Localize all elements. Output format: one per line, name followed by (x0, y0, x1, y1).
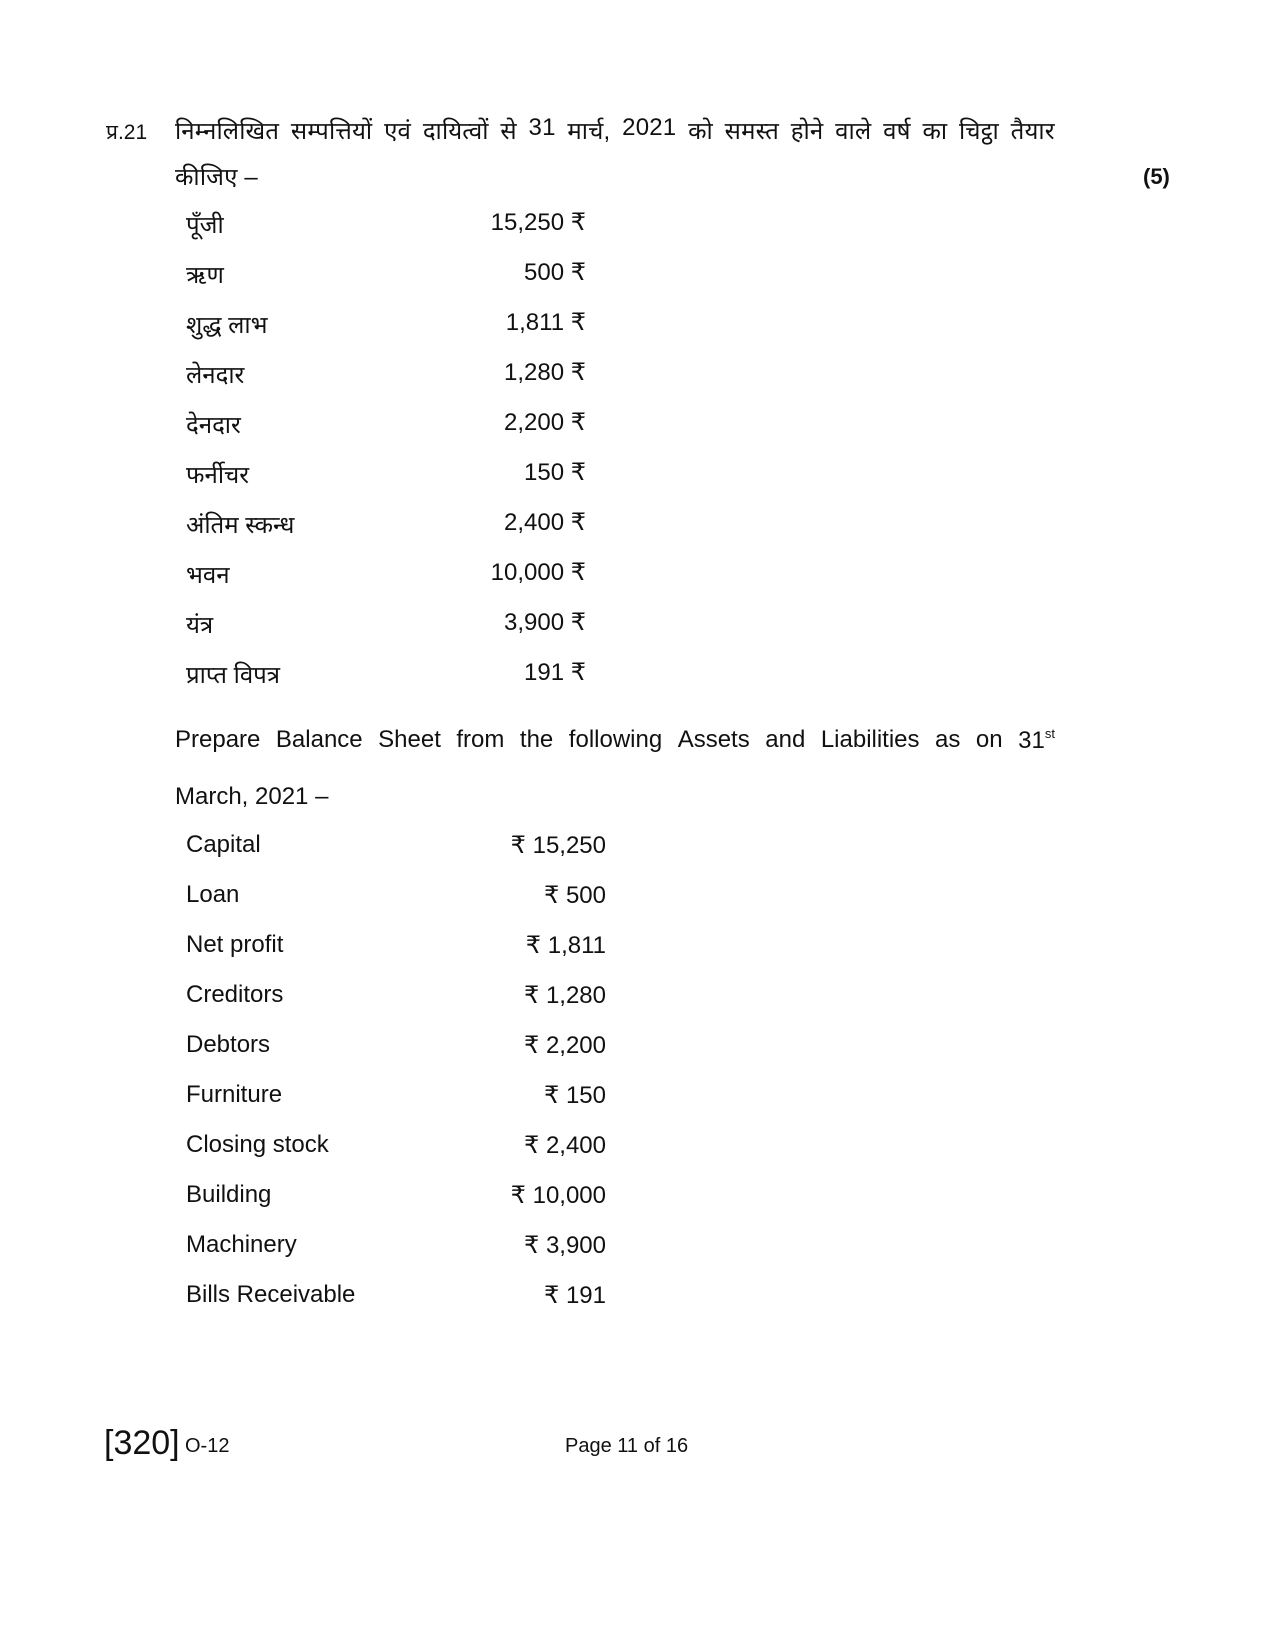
english-word: on (975, 726, 1003, 753)
hindi-item-label: अंतिम स्कन्ध (186, 512, 295, 539)
hindi-item-amount: 1,280 ₹ (504, 359, 586, 386)
english-item-row (186, 981, 606, 1021)
hindi-item-label: प्राप्त विपत्र (186, 662, 281, 689)
english-item-label: Machinery (186, 1231, 297, 1258)
hindi-item-amount: 150 ₹ (524, 459, 586, 486)
english-word: as (935, 726, 961, 753)
hindi-item-row (186, 458, 586, 498)
english-item-label: Creditors (186, 981, 284, 1008)
date-ordinal (1018, 726, 1055, 755)
hindi-word: सम्पत्तियों (290, 118, 373, 145)
hindi-item-label: पूँजी (186, 212, 224, 239)
hindi-item-amount: 500 ₹ (524, 259, 586, 286)
hindi-item-amount: 191 ₹ (524, 659, 586, 686)
hindi-item-amount: 2,200 ₹ (504, 409, 586, 436)
english-item-label: Building (186, 1181, 272, 1208)
english-item-row (186, 1231, 606, 1271)
question-number: प्र.21 (106, 121, 148, 144)
hindi-word: 2021 (622, 114, 677, 141)
hindi-word: मार्च, (567, 118, 611, 145)
hindi-word: को (688, 118, 713, 145)
english-item-amount: ₹ 2,200 (524, 1032, 606, 1059)
hindi-item-label: भवन (186, 562, 230, 589)
hindi-word: चिट्ठा (959, 118, 999, 145)
hindi-word: तैयार (1010, 118, 1055, 145)
english-item-amount: ₹ 1,811 (525, 932, 606, 959)
hindi-item-amount: 3,900 ₹ (504, 609, 586, 636)
english-item-row (186, 1131, 606, 1171)
hindi-word: वाले (835, 118, 872, 145)
hindi-item-label: ऋण (186, 262, 224, 289)
hindi-item-row (186, 508, 586, 548)
english-item-row (186, 1081, 606, 1121)
hindi-item-amount: 1,811 ₹ (505, 309, 586, 336)
hindi-word: निम्नलिखित (175, 118, 280, 145)
hindi-word: दायित्वों (422, 118, 489, 145)
english-item-amount: ₹ 3,900 (524, 1232, 606, 1259)
marks-label: (5) (1143, 164, 1170, 189)
hindi-item-row (186, 208, 586, 248)
english-item-amount: ₹ 10,000 (510, 1182, 606, 1209)
page-number: Page 11 of 16 (565, 1435, 689, 1457)
english-item-label: Bills Receivable (186, 1281, 356, 1308)
hindi-item-label: शुद्ध लाभ (186, 312, 268, 339)
english-item-label: Furniture (186, 1081, 283, 1108)
hindi-item-label: लेनदार (186, 362, 245, 389)
english-item-row (186, 931, 606, 971)
question-english-line-2: March, 2021 – (175, 783, 329, 810)
hindi-item-label: देनदार (186, 412, 241, 439)
english-item-label: Capital (186, 831, 261, 858)
english-item-label: Net profit (186, 931, 284, 958)
english-item-row (186, 1181, 606, 1221)
question-hindi-line-2: कीजिए – (175, 164, 258, 191)
paper-set-code: O-12 (185, 1435, 230, 1457)
hindi-item-row (186, 258, 586, 298)
english-item-amount: ₹ 1,280 (524, 982, 606, 1009)
english-item-amount: ₹ 2,400 (524, 1132, 606, 1159)
date-number: 31 (1018, 727, 1045, 754)
hindi-item-amount: 10,000 ₹ (490, 559, 586, 586)
english-item-row (186, 831, 606, 871)
hindi-item-row (186, 558, 586, 598)
hindi-word: का (922, 118, 948, 145)
hindi-item-row (186, 358, 586, 398)
hindi-item-row (186, 658, 586, 698)
hindi-item-amount: 2,400 ₹ (504, 509, 586, 536)
hindi-item-amount: 15,250 ₹ (490, 209, 586, 236)
english-item-label: Closing stock (186, 1131, 329, 1158)
english-word: following (568, 726, 663, 753)
english-item-amount: ₹ 15,250 (510, 832, 606, 859)
hindi-word: होने (790, 118, 824, 145)
english-item-label: Debtors (186, 1031, 271, 1058)
english-item-row (186, 1031, 606, 1071)
english-word: Balance (275, 726, 363, 753)
question-hindi-line-1 (175, 114, 1055, 147)
english-item-label: Loan (186, 881, 240, 908)
english-word: Liabilities (820, 726, 920, 753)
english-word: Assets (677, 726, 750, 753)
english-word: and (765, 726, 806, 753)
hindi-item-label: यंत्र (186, 612, 214, 639)
hindi-item-row (186, 308, 586, 348)
hindi-item-label: फर्नीचर (186, 462, 250, 489)
hindi-word: 31 (528, 114, 556, 141)
paper-code: [320] (104, 1424, 180, 1462)
hindi-word: समस्त (724, 118, 780, 145)
english-word: from (456, 726, 505, 753)
english-item-amount: ₹ 150 (544, 1082, 606, 1109)
english-item-row (186, 881, 606, 921)
hindi-word: वर्ष (883, 118, 911, 145)
english-item-row (186, 1281, 606, 1321)
english-word: Sheet (378, 726, 441, 753)
english-item-amount: ₹ 191 (544, 1282, 606, 1309)
english-word: the (519, 726, 554, 753)
english-item-amount: ₹ 500 (544, 882, 606, 909)
hindi-item-row (186, 408, 586, 448)
english-word: Prepare (175, 726, 261, 753)
hindi-word: एवं (384, 118, 412, 145)
date-suffix: st (1044, 726, 1055, 741)
question-english-line-1 (175, 726, 1055, 755)
hindi-word: से (500, 118, 517, 145)
hindi-item-row (186, 608, 586, 648)
